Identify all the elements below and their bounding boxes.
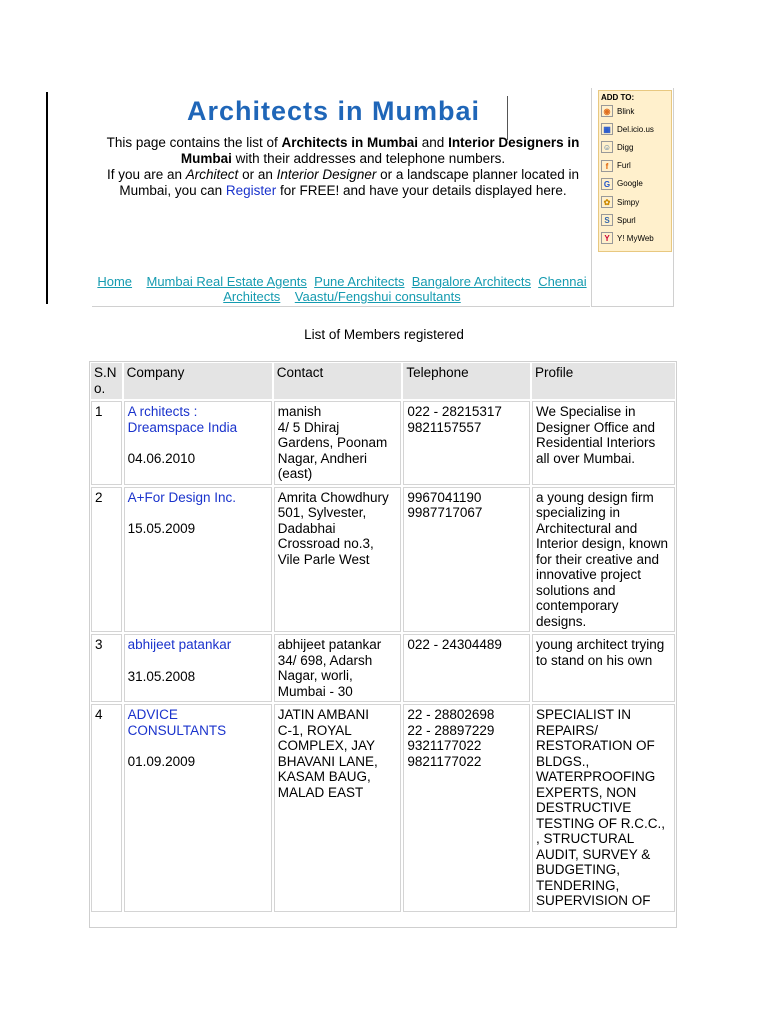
register-link[interactable]: Register: [225, 183, 277, 198]
contact-line: manish: [277, 404, 322, 419]
table-row: [91, 634, 675, 702]
delicious-icon: ▦: [601, 123, 613, 135]
cell-sno: [91, 487, 122, 633]
bookmark-item[interactable]: [601, 138, 671, 156]
cell-company: [124, 704, 272, 912]
contact-line: C-1, ROYAL COMPLEX, JAY BHAVANI LANE, KASAM BAUG, MALAD EAST: [277, 722, 378, 800]
registration-date: 01.09.2009: [127, 754, 196, 769]
header-profile: Profile: [532, 363, 675, 399]
telephone-line: 9821177022: [407, 753, 482, 769]
contact-line: 501, Sylvester, Dadabhai Crossroad no.3, Vile Parle West: [277, 505, 374, 567]
cell-telephone: [403, 634, 530, 702]
bookmark-label: Del.icio.us: [617, 124, 654, 134]
blink-icon: ◉: [601, 105, 613, 117]
add-to-cell: [591, 88, 674, 307]
bookmark-item[interactable]: [601, 175, 671, 193]
bookmark-item[interactable]: [601, 229, 671, 247]
bookmark-label: Simpy: [617, 197, 640, 207]
intro-part: or an: [238, 167, 277, 182]
intro-part: This page contains the list of: [106, 135, 282, 150]
cell-contact: [274, 401, 402, 485]
profile-text: We Specialise in Designer Office and Residential Interiors all over Mumbai.: [535, 404, 656, 466]
bookmark-label: Furl: [617, 161, 631, 171]
cell-contact: [274, 634, 402, 702]
sno-text: 1: [95, 404, 103, 419]
nav-mumbai-real-estate-link[interactable]: Mumbai Real Estate Agents: [146, 274, 307, 289]
cell-contact: [274, 704, 402, 912]
bookmark-item[interactable]: [601, 193, 671, 211]
contact-line: Amrita Chowdhury: [277, 489, 389, 505]
header-contact: Contact: [274, 363, 402, 399]
bookmark-label: Spurl: [617, 215, 636, 225]
cell-company: [124, 487, 272, 633]
cell-sno: [91, 401, 122, 485]
sno-text: 3: [95, 637, 103, 652]
bookmark-item[interactable]: [601, 102, 671, 120]
header-main-cell: [92, 88, 590, 307]
members-caption: List of Members registered: [304, 327, 464, 342]
simpy-icon: ✿: [601, 196, 613, 208]
nav-pune-architects-link[interactable]: Pune Architects: [314, 274, 405, 289]
furl-icon: f: [601, 160, 613, 172]
telephone-line: 9821157557: [407, 419, 482, 435]
spurl-icon: S: [601, 214, 613, 226]
profile-text: SPECIALIST IN REPAIRS/ RESTORATION OF BLDGS., WATERPROOFING EXPERTS, NON DESTRUCTIVE TESTING OF R.C.C., , STRUCTURAL AUDIT, SURVEY & BUDGETING, TENDERING, SUPERVISION OF: [535, 707, 665, 908]
telephone-line: 022 - 28215317: [407, 404, 502, 419]
contact-line: abhijeet patankar: [277, 637, 382, 652]
telephone-line: 22 - 28897229: [407, 722, 495, 738]
add-to-title: ADD TO:: [601, 93, 635, 102]
intro-part: with their addresses and telephone numbers.: [231, 151, 506, 166]
telephone-line: 22 - 28802698: [407, 707, 495, 722]
members-table: [89, 361, 677, 914]
header-telephone: Telephone: [403, 363, 530, 399]
registration-date: 04.06.2010: [127, 451, 196, 466]
contact-line: JATIN AMBANI: [277, 707, 369, 722]
cell-telephone: [403, 487, 530, 633]
digg-icon: ☺: [602, 143, 612, 153]
contact-line: 4/ 5 Dhiraj Gardens, Poonam Nagar, Andheri (east): [277, 419, 388, 481]
cell-telephone: [403, 704, 530, 912]
header-sno: S.N o.: [91, 363, 122, 399]
left-margin-rule: [46, 92, 48, 304]
intro-part: and: [418, 135, 449, 150]
company-link[interactable]: A rchitects : Dreamspace India: [127, 404, 238, 435]
cell-company: [124, 401, 272, 485]
telephone-line: 9321177022: [407, 738, 482, 753]
registration-date: 15.05.2009: [127, 521, 196, 536]
intro-part: If you are an: [106, 167, 186, 182]
intro-italic-designer: Interior Designer: [276, 167, 377, 182]
bookmark-label: Blink: [617, 106, 635, 116]
page-bottom-space: [0, 928, 768, 1024]
nav-links: [92, 274, 592, 304]
company-link[interactable]: abhijeet patankar: [127, 637, 232, 652]
company-link[interactable]: A+For Design Inc.: [127, 489, 237, 505]
registration-date: 31.05.2008: [127, 668, 196, 684]
nav-home-link[interactable]: Home: [97, 274, 133, 289]
cell-sno: [91, 704, 122, 912]
title-box: [187, 96, 508, 140]
cell-telephone: [403, 401, 530, 485]
nav-vaastu-link[interactable]: Vaastu/Fengshui consultants: [294, 289, 461, 304]
bookmark-label: Y! MyWeb: [617, 233, 654, 243]
cell-profile: [532, 634, 675, 702]
bookmark-panel: [598, 90, 672, 252]
header-company: Company: [124, 363, 272, 399]
intro-bold-architects: Architects in Mumbai: [281, 135, 419, 150]
contact-line: 34/ 698, Adarsh Nagar, worli, Mumbai - 30: [277, 652, 373, 699]
cell-sno: [91, 634, 122, 702]
table-row: [91, 487, 675, 633]
table-header-row: [91, 363, 675, 399]
bookmark-label: Digg: [617, 142, 634, 152]
cell-profile: [532, 704, 675, 912]
profile-text: young architect trying to stand on his own: [535, 637, 665, 668]
bookmark-item[interactable]: [601, 211, 671, 229]
cell-company: [124, 634, 272, 702]
page-header: [92, 88, 672, 306]
telephone-line: 9987717067: [407, 505, 483, 520]
table-row: [91, 401, 675, 485]
profile-text: a young design firm specializing in Architectural and Interior design, known for their creative and innovative project solutions and contemporary designs.: [535, 489, 669, 629]
bookmark-label: Google: [617, 179, 643, 189]
sno-text: 4: [95, 707, 103, 722]
nav-chennai-architects-link[interactable]: Chennai Architects: [223, 274, 587, 304]
telephone-line: 9967041190: [407, 489, 482, 505]
bookmark-item[interactable]: [601, 157, 671, 175]
intro-part: or a landscape planner located in Mumbai, you can: [119, 167, 580, 198]
cell-contact: [274, 487, 402, 633]
intro-text: [94, 135, 592, 199]
company-link[interactable]: ADVICE CONSULTANTS: [127, 707, 227, 738]
intro-bold-interior: Interior Designers in Mumbai: [180, 135, 580, 166]
bookmark-item[interactable]: [601, 120, 671, 138]
sno-text: 2: [95, 489, 103, 505]
page-title: Architects in Mumbai: [187, 96, 481, 126]
table-row: [91, 704, 675, 912]
cell-profile: [532, 487, 675, 633]
intro-italic-architect: Architect: [185, 167, 239, 182]
google-icon: G: [601, 178, 613, 190]
intro-part: for FREE! and have your details displayed here.: [276, 183, 567, 198]
cell-profile: [532, 401, 675, 485]
nav-bangalore-architects-link[interactable]: Bangalore Architects: [411, 274, 531, 289]
telephone-line: 022 - 24304489: [407, 637, 502, 652]
yahoo-icon: Y: [601, 232, 613, 244]
